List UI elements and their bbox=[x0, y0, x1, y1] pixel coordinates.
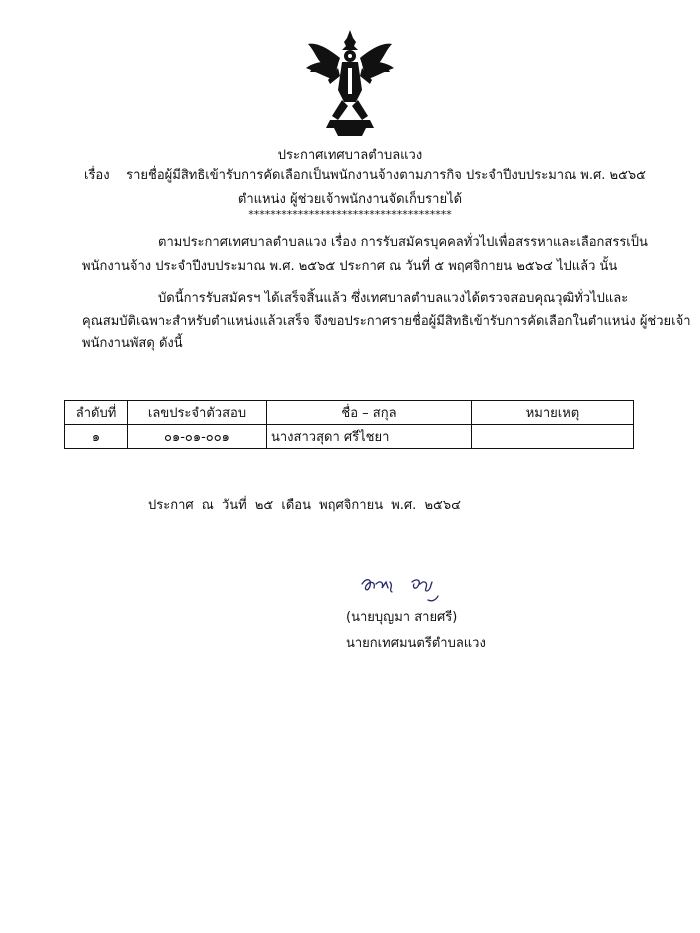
announcement-date: ประกาศ ณ วันที่ ๒๕ เดือน พฤศจิกายน พ.ศ. ๒๕๖๔ bbox=[148, 498, 461, 513]
garuda-emblem-icon bbox=[304, 28, 396, 140]
table-row bbox=[65, 425, 634, 449]
table-header-row bbox=[65, 401, 634, 425]
candidate-table bbox=[64, 400, 634, 449]
paragraph-2-line-1: บัดนี้การรับสมัครฯ ได้เสร็จสิ้นแล้ว ซึ่งเทศบาลตำบลแวงได้ตรวจสอบคุณวุฒิทั่วไปและ bbox=[158, 291, 629, 306]
paragraph-2-line-3: พนักงานพัสดุ ดังนี้ bbox=[82, 336, 183, 351]
cell-exam-id: ๐๑-๐๑-๐๐๑ bbox=[128, 425, 267, 449]
header-order: ลำดับที่ bbox=[65, 401, 128, 425]
cell-name: นางสาวสุดา ศรีไชยา bbox=[267, 425, 472, 449]
signer-name: (นายบุญมา สายศรี) bbox=[346, 610, 458, 625]
signer-title: นายกเทศมนตรีตำบลแวง bbox=[346, 636, 486, 651]
handwritten-signature-icon bbox=[358, 574, 448, 608]
cell-order: ๑ bbox=[65, 425, 128, 449]
cell-remark bbox=[472, 425, 634, 449]
subject-label: เรื่อง bbox=[84, 168, 110, 183]
separator-line: ************************************* bbox=[248, 208, 452, 221]
subject-text: รายชื่อผู้มีสิทธิเข้ารับการคัดเลือกเป็นพนักงานจ้างตามภารกิจ ประจำปีงบประมาณ พ.ศ. ๒๕๖๕ bbox=[126, 168, 647, 183]
header-exam-id: เลขประจำตัวสอบ bbox=[128, 401, 267, 425]
paragraph-1-line-1: ตามประกาศเทศบาลตำบลแวง เรื่อง การรับสมัครบุคคลทั่วไปเพื่อสรรหาและเลือกสรรเป็น bbox=[158, 235, 648, 250]
header-remark: หมายเหตุ bbox=[472, 401, 634, 425]
announcement-title: ประกาศเทศบาลตำบลแวง bbox=[277, 148, 423, 163]
header-name: ชื่อ – สกุล bbox=[267, 401, 472, 425]
position-line: ตำแหน่ง ผู้ช่วยเจ้าพนักงานจัดเก็บรายได้ bbox=[237, 192, 463, 207]
paragraph-1-line-2: พนักงานจ้าง ประจำปีงบประมาณ พ.ศ. ๒๕๖๕ ประกาศ ณ วันที่ ๕ พฤศจิกายน ๒๕๖๔ ไปแล้ว นั้น bbox=[82, 259, 618, 274]
paragraph-2-line-2: คุณสมบัติเฉพาะสำหรับตำแหน่งแล้วเสร็จ จึงขอประกาศรายชื่อผู้มีสิทธิเข้ารับการคัดเลือกในตำแหน่ง ผู้ช่วยเจ้า bbox=[82, 314, 691, 329]
subject-line bbox=[84, 164, 664, 185]
